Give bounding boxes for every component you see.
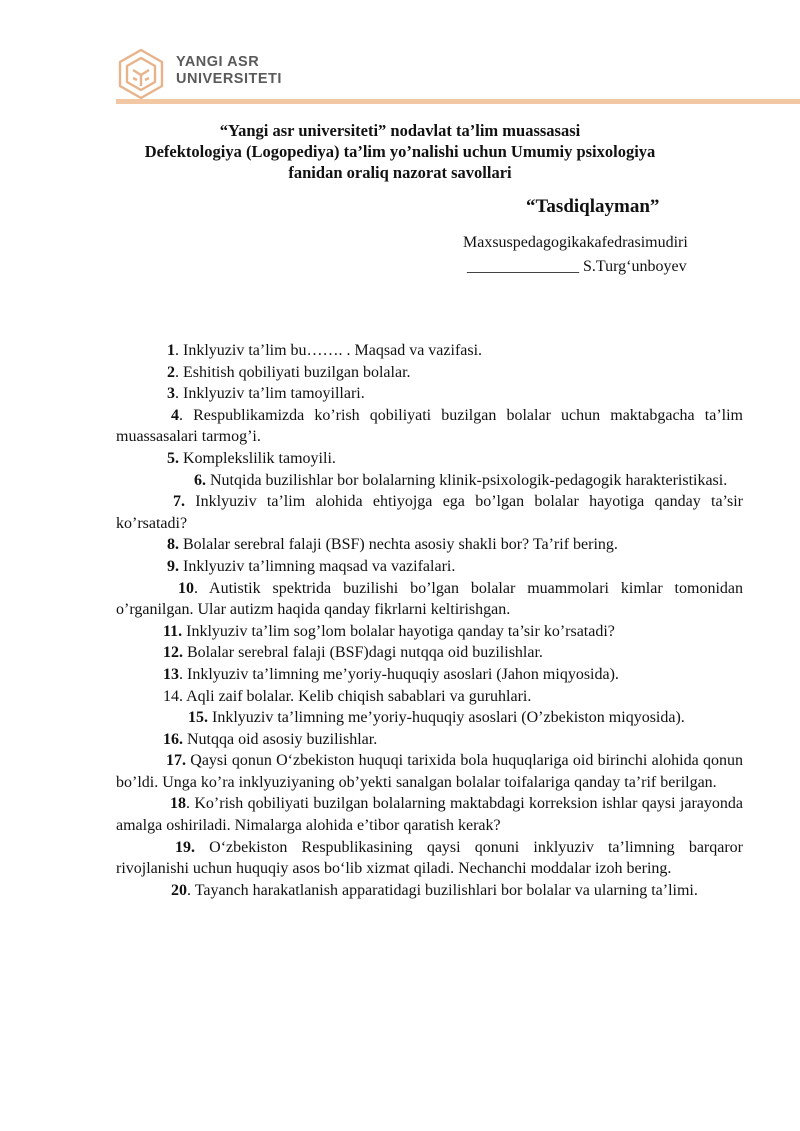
- question-number: 20: [171, 881, 187, 899]
- question-text: . Respublikamizda ko’rish qobiliyati buzilgan bolalar uchun maktabgacha ta’lim muassasalari tarmog’i.: [116, 406, 743, 446]
- question-text: Inklyuziv ta’limning maqsad va vazifalari.: [179, 557, 456, 575]
- question-text: Nutqqa oid asosiy buzilishlar.: [183, 730, 378, 748]
- question-item: [116, 578, 743, 621]
- question-number: 19.: [175, 838, 195, 856]
- question-text: . Ko’rish qobiliyati buzilgan bolalarning maktabdagi korreksion ishlar qaysi jarayonda amalga oshiriladi. Nimalarga alohida e’tibor qaratish kerak?: [116, 795, 743, 835]
- question-number: 10: [178, 579, 194, 597]
- university-hexagon-logo-icon: [116, 48, 166, 100]
- question-number: 8.: [167, 536, 179, 554]
- logo-line-2: UNIVERSITETI: [176, 71, 282, 87]
- question-item: [116, 491, 743, 534]
- question-item: [116, 470, 743, 492]
- question-text: . Tayanch harakatlanish apparatidagi buzilishlari bor bolalar va ularning ta’limi.: [187, 881, 698, 899]
- question-number: 12.: [163, 644, 183, 662]
- question-number: 2: [167, 363, 175, 381]
- question-item: [116, 383, 743, 405]
- question-number: 14.: [163, 687, 183, 705]
- question-number: 11.: [163, 622, 183, 640]
- question-number: 7.: [173, 493, 185, 511]
- question-text: Inklyuziv ta’lim alohida ehtiyojga ega bo’lgan bolalar hayotiga qanday ta’sir ko’rsatadi?: [116, 493, 743, 532]
- approval-department: Maxsuspedagogikakafedrasimudiri: [463, 234, 688, 251]
- question-item: [116, 621, 743, 643]
- question-text: O‘zbekiston Respublikasining qaysi qonuni inklyuziv ta’limning barqaror rivojlanishi uchun huquqiy asos bo‘lib xizmat qiladi. Nechanchi moddalar izoh bering.: [116, 838, 743, 878]
- question-text: Komplekslilik tamoyili.: [179, 449, 336, 467]
- question-text: Bolalar serebral falaji (BSF)dagi nutqqa oid buzilishlar.: [183, 644, 543, 662]
- question-text: Nutqida buzilishlar bor bolalarning klinik-psixologik-pedagogik harakteristikasi.: [206, 471, 728, 489]
- question-number: 16.: [163, 730, 183, 748]
- document-header: [100, 120, 700, 183]
- question-text: Qaysi qonun O‘zbekiston huquqi tarixida bola huquqlariga oid birinchi alohida qonun bo’ldi. Unga ko’ra inklyuziyaning ob’yekti sanalgan bolalar toifalariga qanday ta’rif berilgan.: [116, 752, 743, 791]
- question-text: Aqli zaif bolalar. Kelib chiqish sabablari va guruhlari.: [183, 687, 532, 705]
- question-item: [116, 729, 743, 751]
- question-item: [116, 534, 743, 556]
- question-number: 5.: [167, 449, 179, 467]
- question-item: [116, 750, 743, 793]
- question-text: . Inklyuziv ta’lim tamoyillari.: [175, 385, 365, 403]
- question-number: 17.: [166, 752, 186, 770]
- question-number: 15.: [188, 709, 208, 727]
- question-item: [116, 340, 743, 362]
- university-logo: [116, 46, 316, 102]
- approval-title: “Tasdiqlayman”: [526, 196, 660, 217]
- approval-signature: ______________ S.Turg‘unboyev: [467, 258, 687, 275]
- question-item: [116, 707, 743, 729]
- question-text: Inklyuziv ta’limning me’yoriy-huquqiy asoslari (O’zbekiston miqyosida).: [208, 709, 685, 727]
- question-item: [116, 793, 743, 836]
- question-text: . Eshitish qobiliyati buzilgan bolalar.: [175, 363, 411, 381]
- question-number: 13: [163, 665, 179, 683]
- question-text: Inklyuziv ta’lim sog’lom bolalar hayotiga qanday ta’sir ko’rsatadi?: [182, 622, 615, 640]
- question-item: [116, 362, 743, 384]
- question-text: . Inklyuziv ta’lim bu……. . Maqsad va vazifasi.: [175, 342, 483, 359]
- questions-list: [116, 340, 743, 901]
- question-text: . Inklyuziv ta’limning me’yoriy-huquqiy asoslari (Jahon miqyosida).: [179, 665, 619, 683]
- question-number: 1: [167, 342, 175, 359]
- header-line-3: fanidan oraliq nazorat savollari: [288, 163, 512, 182]
- header-line-1: “Yangi asr universiteti” nodavlat ta’lim muassasasi: [219, 121, 581, 140]
- question-item: [116, 664, 743, 686]
- header-line-2: Defektologiya (Logopediya) ta’lim yo’nalishi uchun Umumiy psixologiya: [144, 142, 656, 161]
- question-number: 9.: [167, 557, 179, 575]
- logo-line-1: YANGI ASR: [176, 54, 260, 70]
- question-number: 4: [171, 406, 179, 424]
- question-item: [116, 405, 743, 448]
- question-text: . Autistik spektrida buzilishi bo’lgan bolalar muammolari kimlar tomonidan o’rganilgan. Ular autizm haqida qanday fikrlarni keltirishgan.: [116, 579, 743, 619]
- question-item: [116, 880, 743, 902]
- question-item: [116, 642, 743, 664]
- header-accent-rule: [116, 99, 800, 104]
- question-item: [116, 686, 743, 708]
- question-number: 3: [167, 385, 175, 403]
- question-item: [116, 448, 743, 470]
- question-item: [116, 837, 743, 880]
- question-number: 18: [170, 795, 186, 813]
- question-item: [116, 556, 743, 578]
- question-text: Bolalar serebral falaji (BSF) nechta asosiy shakli bor? Ta’rif bering.: [179, 536, 618, 554]
- question-number: 6.: [194, 471, 206, 489]
